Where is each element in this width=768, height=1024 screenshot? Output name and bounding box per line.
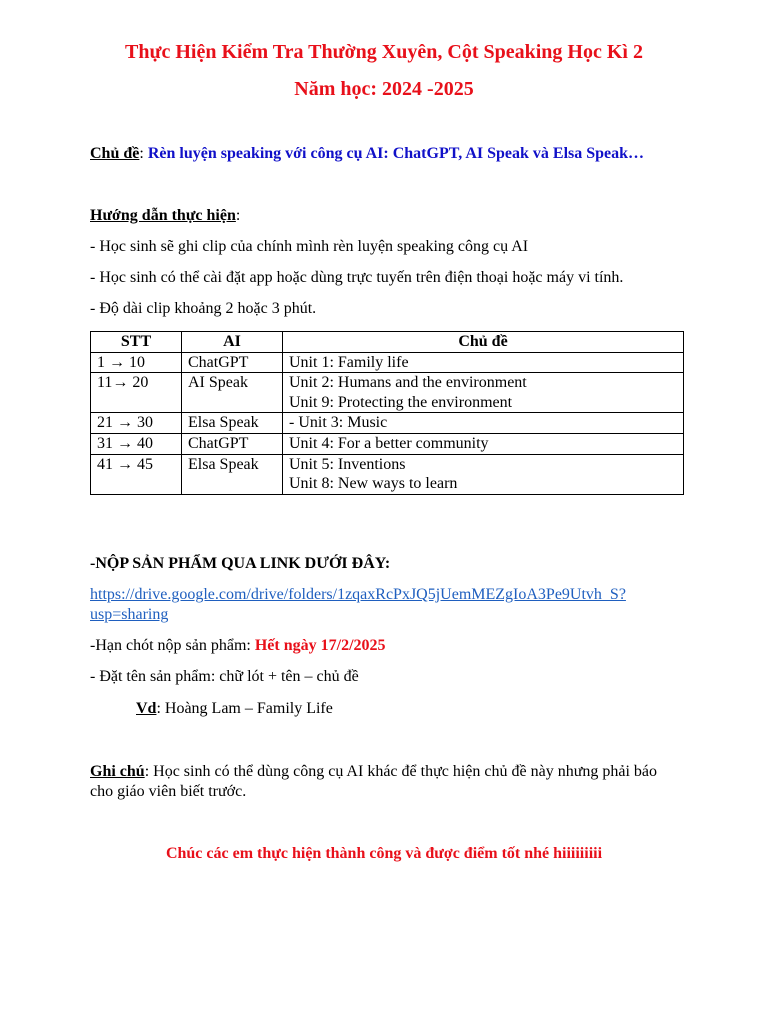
naming-rule: - Đặt tên sản phẩm: chữ lót + tên – chủ đề <box>90 668 359 685</box>
drive-link-continued[interactable]: usp=sharing <box>90 606 169 623</box>
arrow-right-icon: → <box>112 374 129 392</box>
unit-topic: Unit 1: Family life <box>289 353 409 371</box>
topic-separator: : <box>139 145 148 162</box>
topic-cell <box>283 413 684 434</box>
stt-to: 10 <box>129 353 145 371</box>
unit-topic: Unit 2: Humans and the environment <box>289 374 527 392</box>
drive-link[interactable]: https://drive.google.com/drive/folders/1zqaxRcPxJQ5jUemMEZgIoA3Pe9Utvh_S? <box>90 586 626 603</box>
unit-topic: Unit 8: New ways to learn <box>289 475 458 493</box>
note-text-continued: cho giáo viên biết trước. <box>90 783 247 800</box>
note-label: Ghi chú <box>90 763 145 780</box>
deadline-label: -Hạn chót nộp sản phẩm: <box>90 637 255 654</box>
guide-item: - Học sinh sẽ ghi clip của chính mình rèn luyện speaking công cụ AI <box>90 238 529 255</box>
guide-heading <box>90 206 240 226</box>
stt-to: 30 <box>137 414 153 432</box>
unit-topic: - Unit 3: Music <box>289 414 388 432</box>
ai-cell: Elsa Speak <box>182 413 283 434</box>
table-header-row <box>91 332 684 353</box>
example-value: : Hoàng Lam – Family Life <box>156 700 333 717</box>
note-text: : Học sinh có thể dùng công cụ AI khác để thực hiện chủ đề này nhưng phải báo <box>144 763 658 780</box>
table-row <box>91 413 684 434</box>
stt-cell <box>91 373 182 413</box>
unit-topic: Unit 4: For a better community <box>289 434 489 452</box>
assignment-table <box>90 331 684 495</box>
table-row <box>91 454 684 494</box>
document-title: Thực Hiện Kiểm Tra Thường Xuyên, Cột Speaking Học Kì 2 <box>125 41 643 63</box>
stt-from: 31 <box>97 434 113 452</box>
ai-cell: Elsa Speak <box>182 454 283 494</box>
example-label: Vd <box>136 700 157 717</box>
topic-label: Chủ đề <box>90 145 140 162</box>
submit-heading: -NỘP SẢN PHẨM QUA LINK DƯỚI ĐÂY: <box>90 555 391 572</box>
note-line <box>90 762 657 782</box>
unit-topic: Unit 9: Protecting the environment <box>289 393 513 411</box>
stt-cell <box>91 413 182 434</box>
header-ai: AI <box>182 332 283 353</box>
topic-cell <box>283 373 684 413</box>
stt-cell <box>91 454 182 494</box>
deadline-line <box>90 636 386 656</box>
header-stt: STT <box>91 332 182 353</box>
stt-from: 1 <box>97 353 105 371</box>
closing-message: Chúc các em thực hiện thành công và được điểm tốt nhé hiiiiiiiii <box>165 845 603 862</box>
arrow-right-icon: → <box>117 434 133 452</box>
ai-cell: AI Speak <box>182 373 283 413</box>
deadline-value: Hết ngày 17/2/2025 <box>254 637 386 654</box>
stt-to: 45 <box>137 455 153 473</box>
guide-item: - Độ dài clip khoảng 2 hoặc 3 phút. <box>90 300 317 317</box>
guide-separator: : <box>235 207 241 224</box>
topic-cell <box>283 433 684 454</box>
arrow-right-icon: → <box>117 455 133 473</box>
topic-cell <box>283 352 684 373</box>
stt-cell <box>91 433 182 454</box>
stt-from: 11 <box>97 374 113 392</box>
stt-from: 21 <box>97 414 113 432</box>
stt-to: 40 <box>137 434 153 452</box>
table-row <box>91 433 684 454</box>
topic-value: Rèn luyện speaking với công cụ AI: ChatGPT, AI Speak và Elsa Speak… <box>147 145 645 162</box>
unit-topic: Unit 5: Inventions <box>289 455 406 473</box>
topic-line <box>90 144 644 164</box>
guide-item: - Học sinh có thể cài đặt app hoặc dùng trực tuyến trên điện thoại hoặc máy vi tính. <box>90 269 624 286</box>
school-year: Năm học: 2024 -2025 <box>294 78 474 100</box>
guide-label: Hướng dẫn thực hiện <box>90 207 236 224</box>
ai-cell: ChatGPT <box>182 433 283 454</box>
arrow-right-icon: → <box>117 414 133 432</box>
example-line <box>136 699 333 719</box>
stt-from: 41 <box>97 455 113 473</box>
topic-cell <box>283 454 684 494</box>
stt-cell <box>91 352 182 373</box>
table-row <box>91 373 684 413</box>
arrow-right-icon: → <box>109 353 125 371</box>
header-topic: Chủ đề <box>283 332 684 353</box>
ai-cell: ChatGPT <box>182 352 283 373</box>
table-row <box>91 352 684 373</box>
stt-to: 20 <box>132 374 149 392</box>
